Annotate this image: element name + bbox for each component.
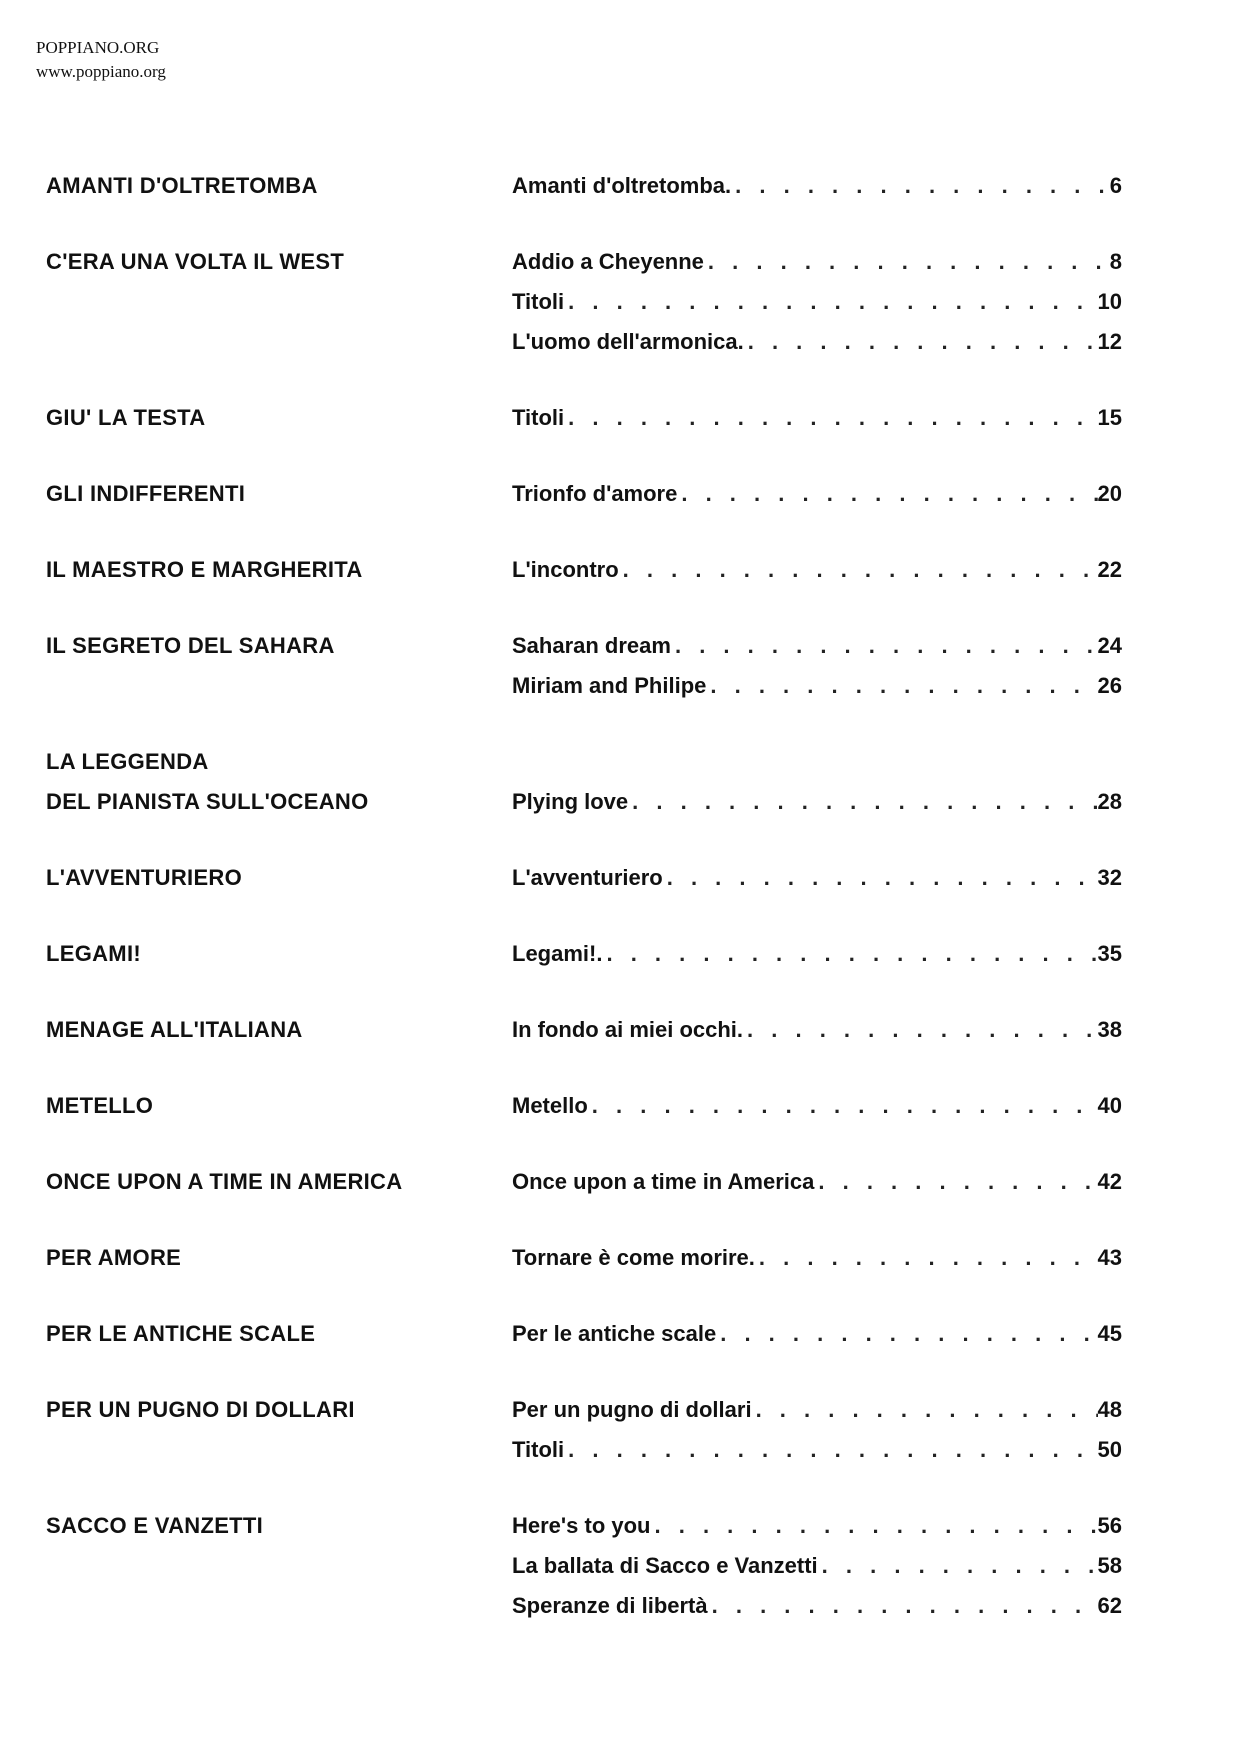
entry-title: Plying love (512, 789, 629, 814)
table-of-contents (46, 166, 1126, 1662)
entry-title: Metello (512, 1093, 588, 1118)
entry-list (512, 1086, 1122, 1126)
toc-section (46, 858, 1126, 898)
page-number: 10 (1097, 289, 1122, 314)
toc-section (46, 626, 1126, 706)
film-title-line: PER AMORE (46, 1245, 182, 1270)
entry-list (512, 1314, 1122, 1354)
page-number: 43 (1097, 1245, 1122, 1270)
film-title-line: LEGAMI! (46, 941, 141, 966)
dot-leader (814, 1162, 1097, 1202)
toc-entry (512, 322, 1122, 362)
page-number: 35 (1097, 941, 1122, 966)
toc-section (46, 1390, 1126, 1470)
film-title (46, 1506, 512, 1626)
toc-section (46, 242, 1126, 362)
entry-title: Saharan dream (512, 633, 671, 658)
film-title-line: PER UN PUGNO DI DOLLARI (46, 1397, 355, 1422)
dot-leader (663, 858, 1098, 898)
page-number: 26 (1097, 673, 1122, 698)
entry-title: Once upon a time in America (512, 1169, 815, 1194)
film-title-line: MENAGE ALL'ITALIANA (46, 1017, 303, 1042)
film-title-line: C'ERA UNA VOLTA IL WEST (46, 249, 345, 274)
dot-leader (716, 1314, 1097, 1354)
toc-entry (512, 934, 1122, 974)
dot-leader (708, 1586, 1098, 1626)
page-number: 32 (1097, 865, 1122, 890)
toc-entry (512, 1546, 1122, 1586)
toc-entry (512, 1314, 1122, 1354)
film-title (46, 398, 512, 438)
page-number: 15 (1097, 405, 1122, 430)
entry-title: Per le antiche scale (512, 1321, 717, 1346)
entry-list (512, 934, 1122, 974)
dot-leader (706, 666, 1097, 706)
toc-section (46, 398, 1126, 438)
film-title (46, 1390, 512, 1470)
dot-leader (677, 474, 1097, 514)
film-title-line: DEL PIANISTA SULL'OCEANO (46, 789, 369, 814)
film-title-line: GLI INDIFFERENTI (46, 481, 246, 506)
page-number: 45 (1097, 1321, 1122, 1346)
page-number: 12 (1097, 329, 1122, 354)
dot-leader (588, 1086, 1098, 1126)
toc-section (46, 934, 1126, 974)
film-title (46, 742, 512, 822)
toc-entry (512, 282, 1122, 322)
entry-list (512, 858, 1122, 898)
entry-list (512, 1162, 1122, 1202)
film-title-line: IL MAESTRO E MARGHERITA (46, 557, 363, 582)
film-title-line: METELLO (46, 1093, 154, 1118)
toc-section (46, 474, 1126, 514)
toc-entry (512, 858, 1122, 898)
entry-list (512, 1390, 1122, 1470)
dot-leader (731, 166, 1110, 206)
toc-section (46, 166, 1126, 206)
dot-leader (752, 1390, 1098, 1430)
entry-title: L'uomo dell'armonica. (512, 329, 744, 354)
entry-list (512, 474, 1122, 514)
toc-entry (512, 550, 1122, 590)
toc-entry (512, 1586, 1122, 1626)
film-title (46, 474, 512, 514)
toc-entry (512, 1238, 1122, 1278)
entry-title: Trionfo d'amore (512, 481, 678, 506)
film-title-line: ONCE UPON A TIME IN AMERICA (46, 1169, 403, 1194)
film-title (46, 934, 512, 974)
entry-list (512, 1010, 1122, 1050)
entry-title: L'incontro (512, 557, 619, 582)
entry-list (512, 242, 1122, 362)
toc-entry (512, 666, 1122, 706)
entry-title: Tornare è come morire. (512, 1245, 755, 1270)
entry-spacer (512, 742, 1122, 782)
dot-leader (651, 1506, 1098, 1546)
entry-title: Titoli (512, 405, 565, 430)
dot-leader (744, 322, 1098, 362)
film-title (46, 1010, 512, 1050)
toc-section (46, 1238, 1126, 1278)
toc-entry (512, 474, 1122, 514)
toc-entry (512, 242, 1122, 282)
film-title-line: GIU' LA TESTA (46, 405, 206, 430)
toc-entry (512, 1390, 1122, 1430)
entry-title: Per un pugno di dollari (512, 1397, 752, 1422)
film-title-line: SACCO E VANZETTI (46, 1513, 264, 1538)
dot-leader (704, 242, 1110, 282)
entry-title: L'avventuriero (512, 865, 663, 890)
page-number: 6 (1109, 173, 1122, 198)
dot-leader (619, 550, 1098, 590)
entry-list (512, 742, 1122, 822)
toc-section (46, 1314, 1126, 1354)
page-number: 8 (1109, 249, 1122, 274)
toc-section (46, 550, 1126, 590)
toc-entry (512, 1010, 1122, 1050)
page-number: 50 (1097, 1437, 1122, 1462)
film-title-line: L'AVVENTURIERO (46, 865, 243, 890)
entry-list (512, 1238, 1122, 1278)
film-title-line: AMANTI D'OLTRETOMBA (46, 173, 318, 198)
toc-section (46, 742, 1126, 822)
entry-title: Miriam and Philipe (512, 673, 707, 698)
entry-title: Amanti d'oltretomba. (512, 173, 732, 198)
toc-section (46, 1506, 1126, 1626)
page-number: 56 (1097, 1513, 1122, 1538)
dot-leader (671, 626, 1098, 666)
toc-entry (512, 166, 1122, 206)
film-title-line: PER LE ANTICHE SCALE (46, 1321, 316, 1346)
film-title (46, 1314, 512, 1354)
dot-leader (743, 1010, 1097, 1050)
entry-title: La ballata di Sacco e Vanzetti (512, 1553, 818, 1578)
watermark-site-name: POPPIANO.ORG (36, 38, 160, 57)
dot-leader (564, 282, 1097, 322)
entry-list (512, 550, 1122, 590)
entry-title: Titoli (512, 289, 565, 314)
film-title-line: LA LEGGENDA (46, 749, 209, 774)
film-title (46, 550, 512, 590)
toc-entry (512, 626, 1122, 666)
dot-leader (564, 398, 1097, 438)
page-number: 48 (1097, 1397, 1122, 1422)
page-number: 22 (1097, 557, 1122, 582)
page-number: 38 (1097, 1017, 1122, 1042)
page-number: 20 (1097, 481, 1122, 506)
entry-title: Here's to you (512, 1513, 651, 1538)
page-number: 28 (1097, 789, 1122, 814)
page-number: 40 (1097, 1093, 1122, 1118)
page-number: 62 (1097, 1593, 1122, 1618)
watermark (36, 36, 166, 84)
entry-title: Titoli (512, 1437, 565, 1462)
entry-title: Speranze di libertà (512, 1593, 708, 1618)
film-title (46, 242, 512, 362)
entry-list (512, 1506, 1122, 1626)
dot-leader (564, 1430, 1097, 1470)
toc-entry (512, 1506, 1122, 1546)
page-number: 24 (1097, 633, 1122, 658)
toc-entry (512, 1086, 1122, 1126)
dot-leader (818, 1546, 1098, 1586)
entry-list (512, 166, 1122, 206)
film-title (46, 1086, 512, 1126)
dot-leader (628, 782, 1097, 822)
film-title (46, 1238, 512, 1278)
toc-entry (512, 398, 1122, 438)
page-number: 42 (1097, 1169, 1122, 1194)
toc-section (46, 1162, 1126, 1202)
page-number: 58 (1097, 1553, 1122, 1578)
film-title (46, 858, 512, 898)
entry-title: Addio a Cheyenne (512, 249, 704, 274)
entry-list (512, 398, 1122, 438)
toc-section (46, 1010, 1126, 1050)
watermark-url: www.poppiano.org (36, 62, 166, 81)
film-title (46, 626, 512, 706)
toc-section (46, 1086, 1126, 1126)
entry-title: Legami!. (512, 941, 603, 966)
toc-entry (512, 782, 1122, 822)
dot-leader (755, 1238, 1098, 1278)
toc-entry (512, 1430, 1122, 1470)
film-title (46, 1162, 512, 1202)
film-title-line: IL SEGRETO DEL SAHARA (46, 633, 335, 658)
entry-list (512, 626, 1122, 706)
film-title (46, 166, 512, 206)
dot-leader (602, 934, 1097, 974)
toc-entry (512, 1162, 1122, 1202)
entry-title: In fondo ai miei occhi. (512, 1017, 744, 1042)
